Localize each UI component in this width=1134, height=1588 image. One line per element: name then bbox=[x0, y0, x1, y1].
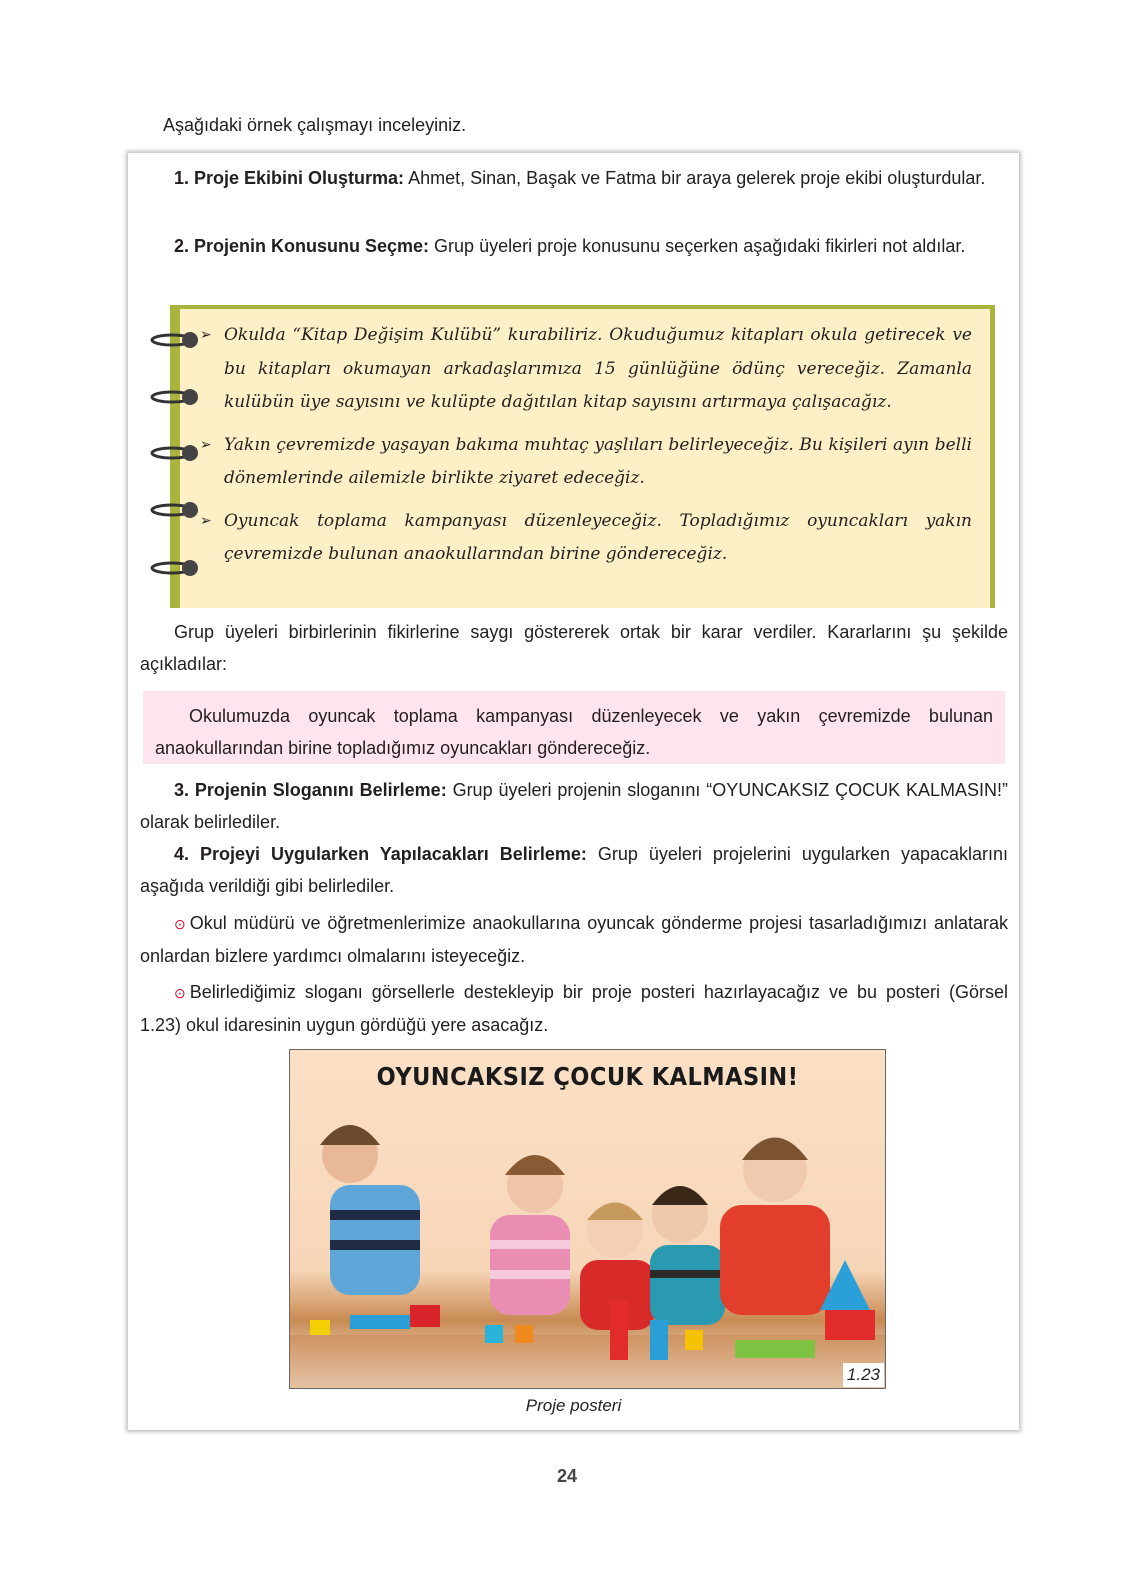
step-2 bbox=[140, 231, 1008, 263]
step-1 bbox=[140, 163, 1008, 195]
bullet-text: Okul müdürü ve öğretmenlerimize anaokullarına oyuncak gönderme projesi tasarladığımızı anlatarak onlardan bizlere yardımcı olmalarını isteyeceğiz. bbox=[140, 913, 1008, 966]
circle-bullet-icon: ⊙ bbox=[174, 916, 186, 932]
step-3-text: Grup üyeleri projenin sloganını “OYUNCAKSIZ ÇOCUK KALMASIN!” olarak belirlediler. bbox=[140, 780, 1008, 832]
note-item bbox=[200, 429, 972, 496]
bullet-item bbox=[140, 977, 1008, 1041]
step-3-title: 3. Projenin Sloganını Belirleme: bbox=[174, 780, 447, 800]
step-4 bbox=[140, 839, 1008, 902]
circle-bullet-icon: ⊙ bbox=[174, 985, 186, 1001]
arrow-bullet-icon: ➢ bbox=[200, 436, 212, 453]
step-4-text: Grup üyeleri projelerini uygularken yapacaklarını aşağıda verildiği gibi belirlediler. bbox=[140, 844, 1009, 896]
step-3 bbox=[140, 775, 1008, 838]
step-1-title: 1. Proje Ekibini Oluşturma: bbox=[174, 168, 405, 188]
spiral-ring-icon bbox=[150, 442, 200, 464]
spiral-ring-icon bbox=[150, 329, 200, 351]
spiral-ring-icon bbox=[150, 499, 200, 521]
bullet-text: Belirlediğimiz sloganı görsellerle destekleyip bir proje posteri hazırlayacağız ve bu posteri (Görsel 1.23) okul idaresinin uygun gördüğü yere asacağız. bbox=[140, 982, 1008, 1035]
example-box bbox=[128, 153, 1019, 1430]
decision-intro: Grup üyeleri birbirlerinin fikirlerine saygı göstererek ortak bir karar verdiler. Kararlarını şu şekilde açıkladılar: bbox=[140, 622, 1008, 674]
notebook-notes bbox=[170, 305, 995, 608]
note-item bbox=[200, 505, 972, 572]
page-number: 24 bbox=[556, 1466, 578, 1486]
note-text: Okulda “Kitap Değişim Kulübü” kurabiliriz. Okuduğumuz kitapları okula getirecek ve bu kitapları okumayan arkadaşlarımıza 15 günlüğüne ödünç vereceğiz. Zamanla kulübün üye sayısını ve kulüpte dağıtılan kitap sayısını artırmaya çalışacağız. bbox=[224, 325, 972, 412]
decision-box: Okulumuzda oyuncak toplama kampanyası düzenleyecek ve yakın çevremizde bulunan anaokullarından birine topladığımız oyuncakları göndereceğiz. bbox=[143, 691, 1005, 764]
spiral-ring-icon bbox=[150, 386, 200, 408]
step-2-text: Grup üyeleri proje konusunu seçerken aşağıdaki fikirleri not aldılar. bbox=[429, 236, 966, 256]
project-poster-image bbox=[289, 1049, 886, 1389]
step-1-text: Ahmet, Sinan, Başak ve Fatma bir araya gelerek proje ekibi oluşturdular. bbox=[404, 168, 986, 188]
step-2-title: 2. Projenin Konusunu Seçme: bbox=[174, 236, 430, 256]
arrow-bullet-icon: ➢ bbox=[200, 512, 212, 529]
step-4-title: 4. Projeyi Uygularken Yapılacakları Belirleme: bbox=[174, 844, 587, 864]
note-text: Oyuncak toplama kampanyası düzenleyeceğiz. Topladığımız oyuncakları yakın çevremizde bulunan anaokullarından birine göndereceğiz. bbox=[224, 510, 972, 564]
figure-number: 1.23 bbox=[843, 1363, 884, 1387]
note-text: Yakın çevremizde yaşayan bakıma muhtaç yaşlıları belirleyeceğiz. Bu kişileri ayın belli dönemlerinde ailemizle birlikte ziyaret edeceğiz. bbox=[224, 434, 972, 488]
arrow-bullet-icon: ➢ bbox=[200, 327, 212, 343]
intro-text: Aşağıdaki örnek çalışmayı inceleyiniz. bbox=[163, 115, 467, 135]
spiral-ring-icon bbox=[150, 557, 200, 579]
poster-caption: Proje posteri bbox=[525, 1396, 622, 1415]
poster-title: OYUNCAKSIZ ÇOCUK KALMASIN! bbox=[376, 1062, 799, 1091]
bullet-item bbox=[140, 908, 1008, 972]
note-item bbox=[200, 319, 972, 420]
children-playing-illustration bbox=[290, 1100, 886, 1389]
